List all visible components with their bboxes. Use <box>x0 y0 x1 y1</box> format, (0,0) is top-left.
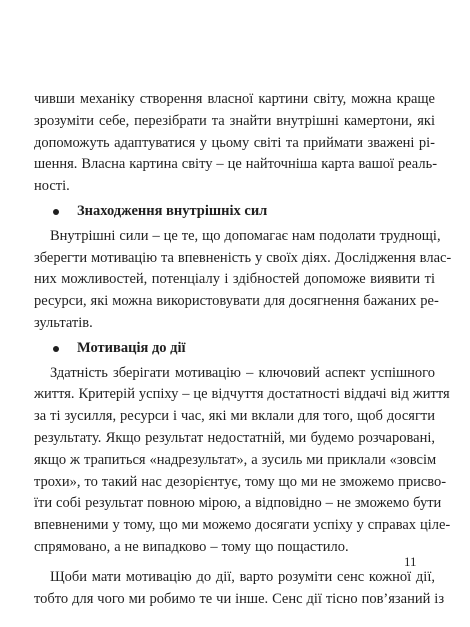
section-heading-text: Знаходження внутрішніх сил <box>77 202 268 219</box>
section-heading-text: Мотивація до дії <box>77 339 186 356</box>
text-line: зультатів. <box>34 314 93 331</box>
paragraph-2 <box>34 226 452 335</box>
bullet-icon <box>53 346 59 352</box>
text-line: впевненими у тому, що ми можемо досягати успіху у справах ціле- <box>34 517 451 534</box>
text-line: за ті зусилля, ресурси і час, які ми вклали для того, щоб досягти <box>34 408 435 425</box>
bullet-icon <box>53 209 59 215</box>
paragraph-1 <box>34 89 438 198</box>
page-body <box>34 89 452 610</box>
section-heading-motivation <box>34 338 435 360</box>
text-line: результату. Якщо результат недостатній, ми будемо розчаровані, <box>34 429 435 446</box>
text-line: тобто для чого ми робимо те чи інше. Сенс дії тісно пов’язаний із <box>34 590 445 607</box>
text-line: чивши механіку створення власної картини світу, можна краще <box>34 91 435 107</box>
text-line: зрозуміти себе, перезібрати та знайти внутрішні камертони, які <box>34 112 435 129</box>
text-line: Здатність зберігати мотивацію – ключовий аспект успішного <box>50 364 435 381</box>
text-line: Щоби мати мотивацію до дії, варто розуміти сенс кожної дії, <box>50 568 435 585</box>
text-line: трохи», то такий нас дезорієнтує, тому що ми не зможемо присво- <box>34 473 447 490</box>
text-line: них можливостей, потенціалу і здібностей допоможе виявити ті <box>34 271 435 288</box>
page-number: 11 <box>404 554 417 569</box>
text-line: якщо ж трапиться «надрезультат», а зусиль ми приклали «зовсім <box>34 451 437 468</box>
text-line: допоможуть адаптуватися у цьому світі та приймати зважені рі- <box>34 134 435 151</box>
paragraph-3 <box>34 363 451 559</box>
text-line: Внутрішні сили – це те, що допомагає нам подолати труднощі, <box>50 227 441 244</box>
text-line: зберегти мотивацію та впевненість у своїх діях. Дослідження влас- <box>34 249 452 266</box>
section-heading-inner-strength <box>34 201 435 223</box>
text-line: ресурси, які можна використовувати для досягнення бажаних ре- <box>34 293 439 310</box>
text-line: шення. Власна картина світу – це найточніша карта вашої реаль- <box>34 156 438 173</box>
text-line: ності. <box>34 178 70 195</box>
text-line: спрямовано, а не випадково – тому що пощастило. <box>34 538 349 555</box>
text-line: їти собі результат повною мірою, а відповідно – не зможемо бути <box>34 495 442 512</box>
paragraph-4 <box>34 567 445 611</box>
text-line: життя. Критерій успіху – це відчуття достатності віддачі від життя <box>34 386 450 403</box>
